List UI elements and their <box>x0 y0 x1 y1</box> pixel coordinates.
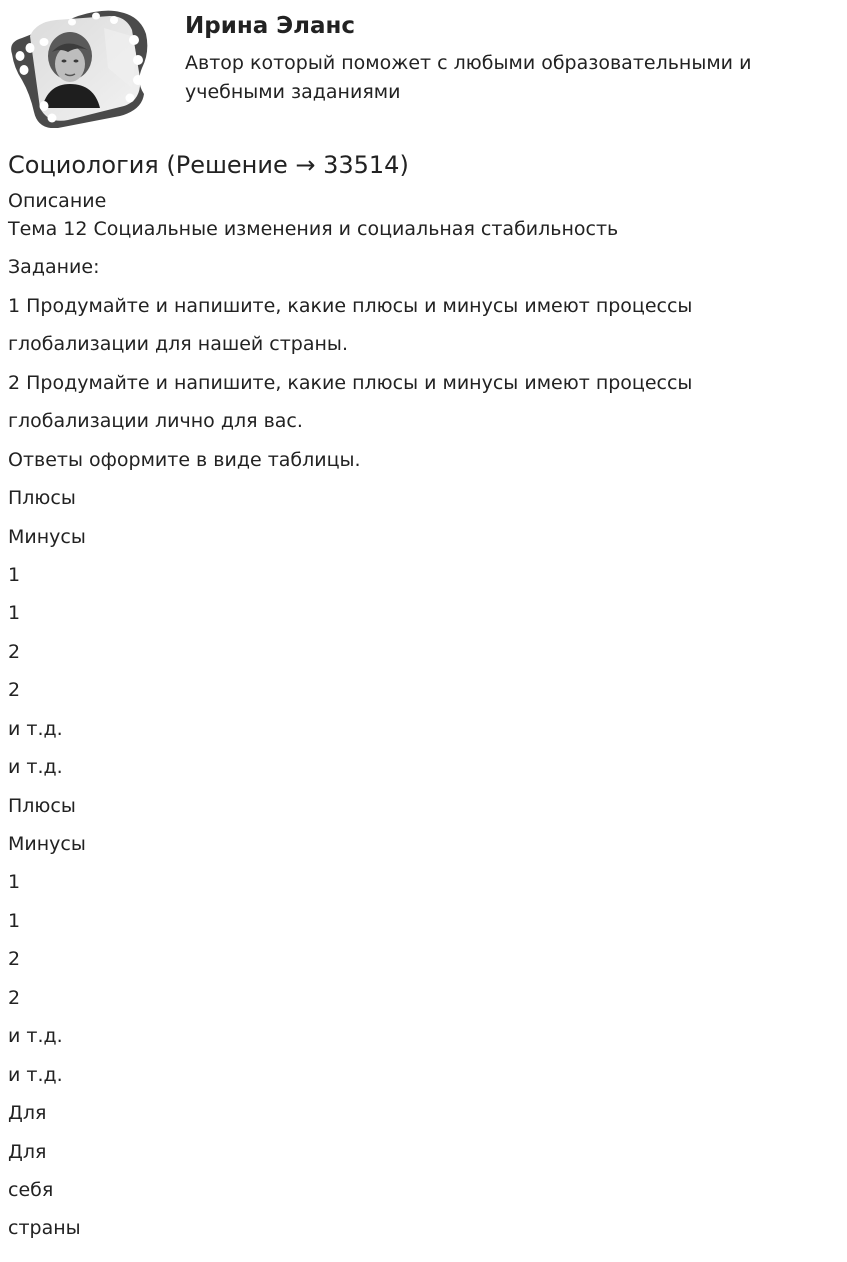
text-line: 2 <box>8 986 21 1009</box>
text-line: Задание: <box>8 256 100 279</box>
text-line: глобализации для нашей страны. <box>8 333 348 356</box>
text-line: и т.д. <box>8 717 63 740</box>
text-line: 1 <box>8 602 21 625</box>
text-line: 1 <box>8 871 21 894</box>
author-avatar <box>8 8 150 128</box>
text-line: 1 <box>8 563 21 586</box>
task-content <box>8 216 838 1254</box>
author-header <box>0 0 847 140</box>
text-line: глобализации лично для вас. <box>8 410 303 433</box>
text-line: 2 <box>8 640 21 663</box>
text-line: 2 Продумайте и напишите, какие плюсы и минусы имеют процессы <box>8 371 693 394</box>
text-line: Минусы <box>8 525 86 548</box>
page-title: Социология (Решение → 33514) <box>8 151 409 179</box>
text-line: 2 <box>8 948 21 971</box>
text-line: Для <box>8 1102 47 1125</box>
author-description: Автор который поможет с любыми образовательными и учебными заданиями <box>185 52 752 103</box>
film-strip-portrait-icon <box>8 8 150 128</box>
text-line: и т.д. <box>8 1063 63 1086</box>
text-line: Ответы оформите в виде таблицы. <box>8 448 361 471</box>
text-line: Тема 12 Социальные изменения и социальная стабильность <box>8 218 619 240</box>
text-line: 2 <box>8 679 21 702</box>
text-line: Для <box>8 1140 47 1163</box>
description-label: Описание <box>8 190 107 212</box>
text-line: Минусы <box>8 833 86 855</box>
text-line: и т.д. <box>8 756 63 779</box>
text-line: и т.д. <box>8 1025 63 1048</box>
text-line: 1 Продумайте и напишите, какие плюсы и минусы имеют процессы <box>8 294 693 317</box>
text-line: 1 <box>8 909 21 932</box>
text-line: Плюсы <box>8 487 76 510</box>
text-line: страны <box>8 1217 81 1240</box>
text-line: себя <box>8 1178 54 1201</box>
author-name: Ирина Эланс <box>185 13 356 39</box>
text-line: Плюсы <box>8 794 76 817</box>
